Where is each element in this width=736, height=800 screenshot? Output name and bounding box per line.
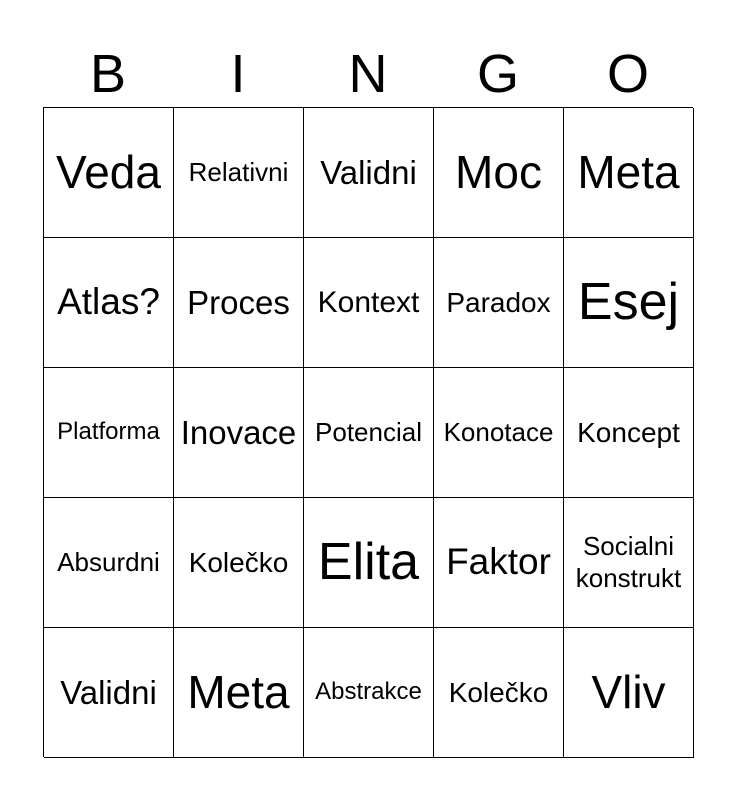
header-letter-i: I bbox=[230, 44, 246, 104]
bingo-cell[interactable]: Esej bbox=[564, 238, 694, 368]
bingo-cell[interactable]: Atlas? bbox=[44, 238, 174, 368]
bingo-cell[interactable]: Socialni konstrukt bbox=[564, 498, 694, 628]
bingo-cell[interactable]: Veda bbox=[44, 108, 174, 238]
header-letter-o: O bbox=[606, 44, 649, 104]
bingo-cell[interactable]: Konotace bbox=[434, 368, 564, 498]
bingo-cell[interactable]: Kontext bbox=[304, 238, 434, 368]
bingo-cell[interactable]: Moc bbox=[434, 108, 564, 238]
bingo-cell[interactable]: Vliv bbox=[564, 628, 694, 758]
bingo-cell[interactable]: Meta bbox=[564, 108, 694, 238]
bingo-cell[interactable]: Absurdni bbox=[44, 498, 174, 628]
bingo-cell[interactable]: Abstrakce bbox=[304, 628, 434, 758]
bingo-cell[interactable]: Meta bbox=[174, 628, 304, 758]
bingo-cell[interactable]: Platforma bbox=[44, 368, 174, 498]
bingo-cell[interactable]: Relativni bbox=[174, 108, 304, 238]
header-letter-b: B bbox=[89, 44, 127, 104]
bingo-cell[interactable]: Validni bbox=[44, 628, 174, 758]
header-letter-n: N bbox=[348, 44, 388, 104]
header-letter-g: G bbox=[476, 44, 519, 104]
bingo-cell[interactable]: Validni bbox=[304, 108, 434, 238]
bingo-cell[interactable]: Elita bbox=[304, 498, 434, 628]
bingo-cell[interactable]: Potencial bbox=[304, 368, 434, 498]
bingo-cell[interactable]: Proces bbox=[174, 238, 304, 368]
bingo-cell[interactable]: Koncept bbox=[564, 368, 694, 498]
bingo-header bbox=[43, 40, 693, 108]
bingo-cell[interactable]: Kolečko bbox=[434, 628, 564, 758]
bingo-cell[interactable]: Kolečko bbox=[174, 498, 304, 628]
bingo-cell[interactable]: Paradox bbox=[434, 238, 564, 368]
bingo-grid bbox=[43, 107, 693, 757]
bingo-cell[interactable]: Inovace bbox=[174, 368, 304, 498]
bingo-cell[interactable]: Faktor bbox=[434, 498, 564, 628]
